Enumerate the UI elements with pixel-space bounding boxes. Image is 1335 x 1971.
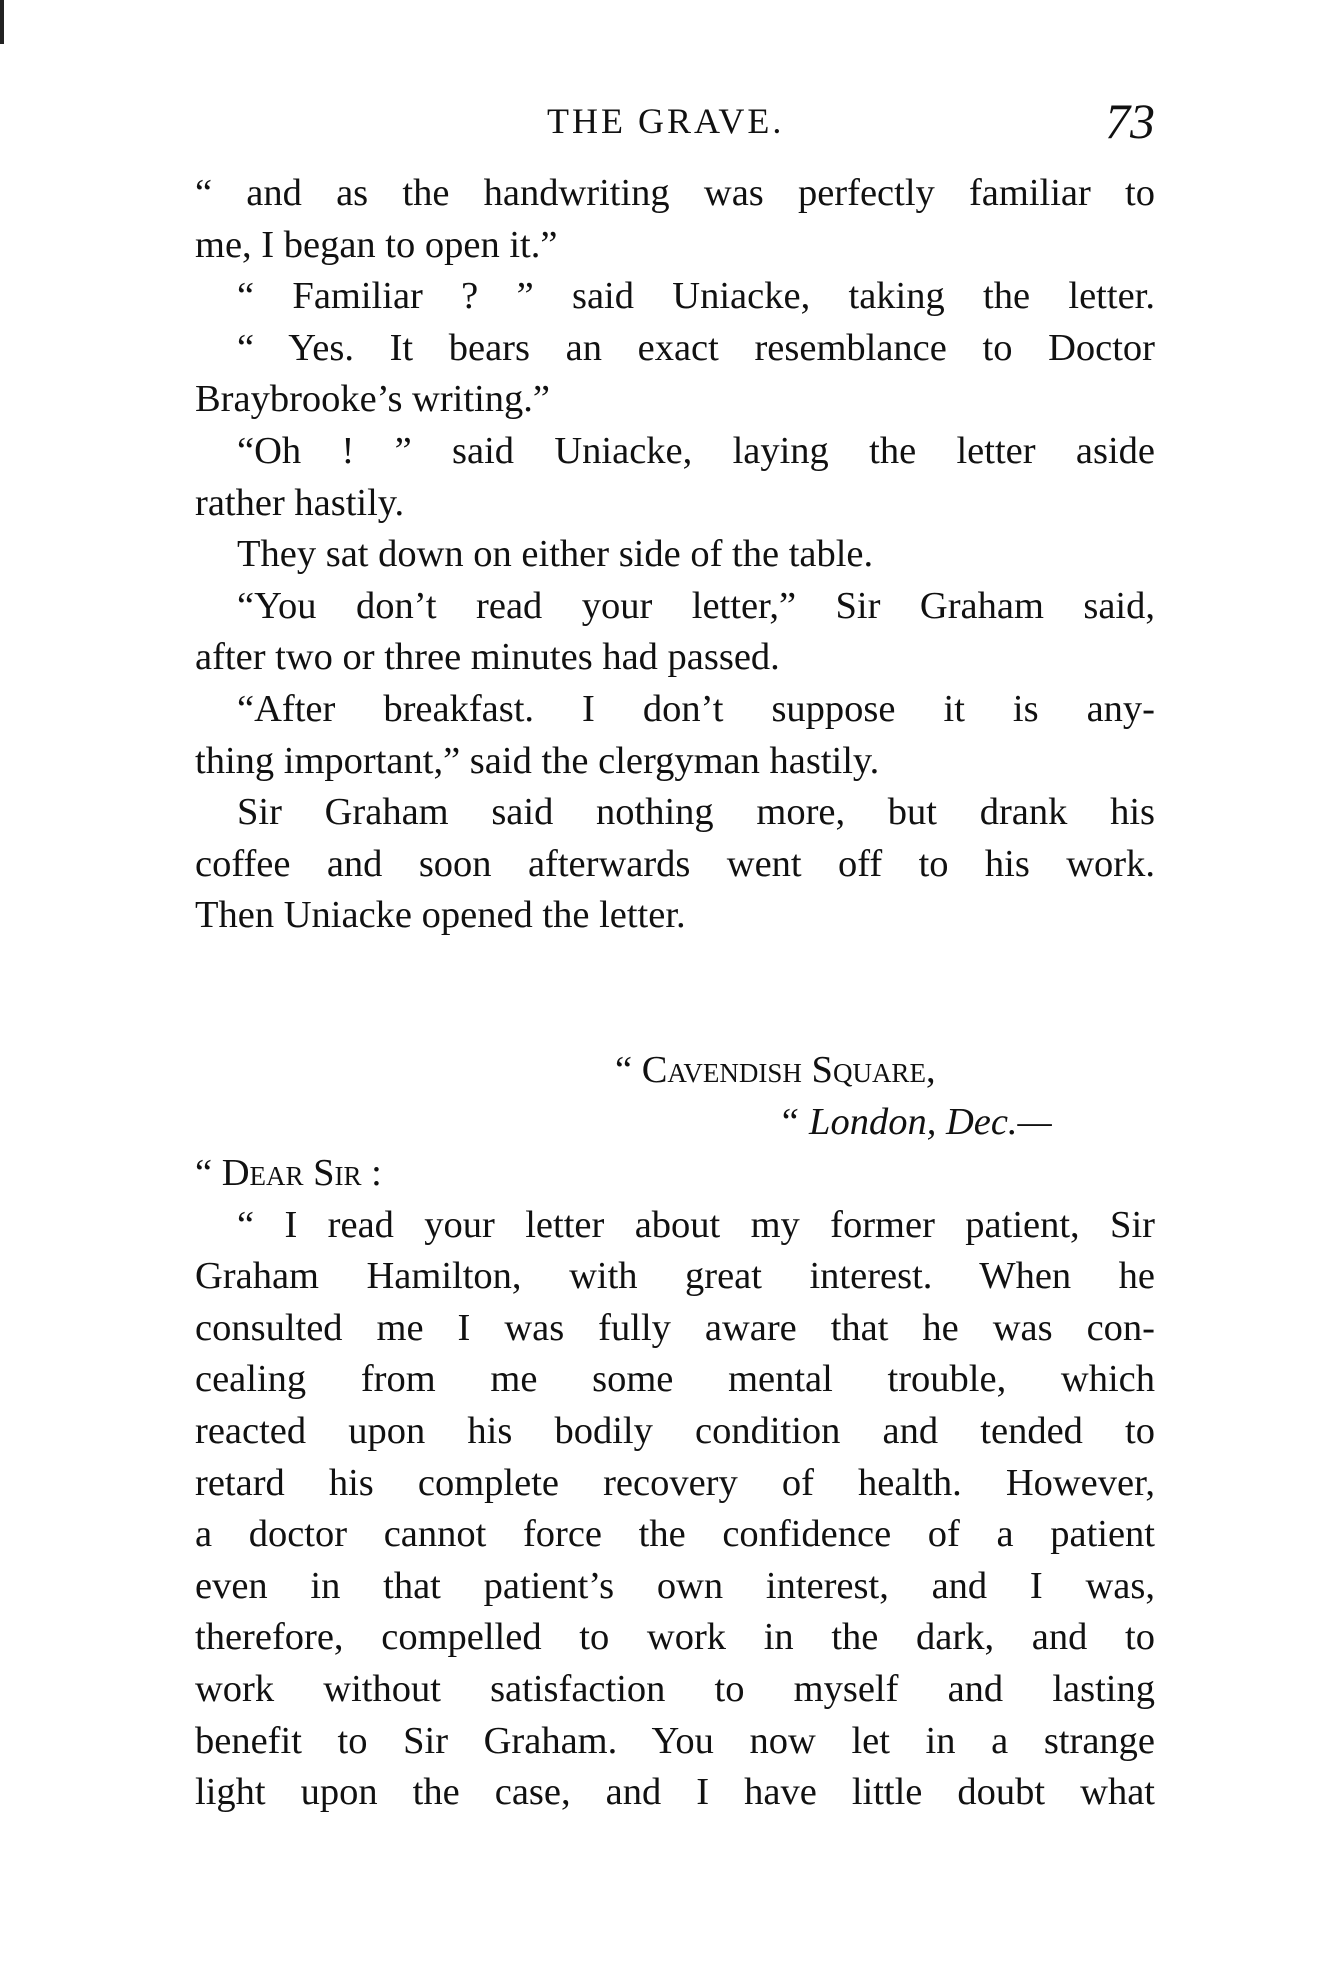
letter-line: Graham Hamilton, with great interest. When he — [195, 1255, 1155, 1298]
letter-line: “ I read your letter about my former patient, Sir — [237, 1203, 1155, 1246]
letter-line: cealing from me some mental trouble, which — [195, 1358, 1155, 1401]
letter-salutation: “ Dear Sir : — [195, 1152, 382, 1195]
letter-line: a doctor cannot force the confidence of a patient — [195, 1513, 1155, 1556]
letter-line: work without satisfaction to myself and lasting — [195, 1668, 1155, 1711]
scan-edge-mark — [0, 0, 4, 44]
letter-line: retard his complete recovery of health. However, — [195, 1461, 1155, 1504]
letter-line: reacted upon his bodily condition and tended to — [195, 1410, 1155, 1453]
text-line: thing important,” said the clergyman hastily. — [195, 739, 880, 782]
text-line: “After breakfast. I don’t suppose it is any- — [237, 687, 1155, 730]
text-line: “You don’t read your letter,” Sir Graham said, — [237, 584, 1155, 627]
text-line: “ Yes. It bears an exact resemblance to Doctor — [237, 326, 1155, 369]
letter-line: benefit to Sir Graham. You now let in a strange — [195, 1719, 1155, 1762]
text-line: “ Familiar ? ” said Uniacke, taking the letter. — [237, 275, 1155, 318]
text-line: after two or three minutes had passed. — [195, 636, 780, 679]
letter-date-line: “ London, Dec.— — [778, 1100, 1052, 1143]
text-line: Sir Graham said nothing more, but drank his — [237, 791, 1155, 834]
text-line: Then Uniacke opened the letter. — [195, 894, 686, 937]
letter-line: even in that patient’s own interest, and I was, — [195, 1564, 1155, 1607]
running-title: THE GRAVE. — [547, 101, 785, 141]
section-gap — [195, 942, 1155, 1045]
text-line: coffee and soon afterwards went off to his work. — [195, 842, 1155, 885]
letter-address-line: “ Cavendish Square, — [615, 1048, 936, 1091]
text-line: “Oh ! ” said Uniacke, laying the letter aside — [237, 429, 1155, 472]
letter-line: light upon the case, and I have little doubt what — [195, 1771, 1155, 1814]
letter-line: consulted me I was fully aware that he was con- — [195, 1306, 1155, 1349]
running-head — [195, 92, 1155, 162]
text-line: me, I began to open it.” — [195, 223, 558, 266]
body-text — [195, 168, 1155, 1819]
text-line: Braybrooke’s writing.” — [195, 378, 550, 421]
letter-line: therefore, compelled to work in the dark, and to — [195, 1616, 1155, 1659]
text-line: “ and as the handwriting was perfectly familiar to — [195, 172, 1155, 214]
page-number: 73 — [1105, 93, 1155, 149]
text-line: rather hastily. — [195, 481, 405, 524]
text-line: They sat down on either side of the table. — [237, 533, 874, 576]
